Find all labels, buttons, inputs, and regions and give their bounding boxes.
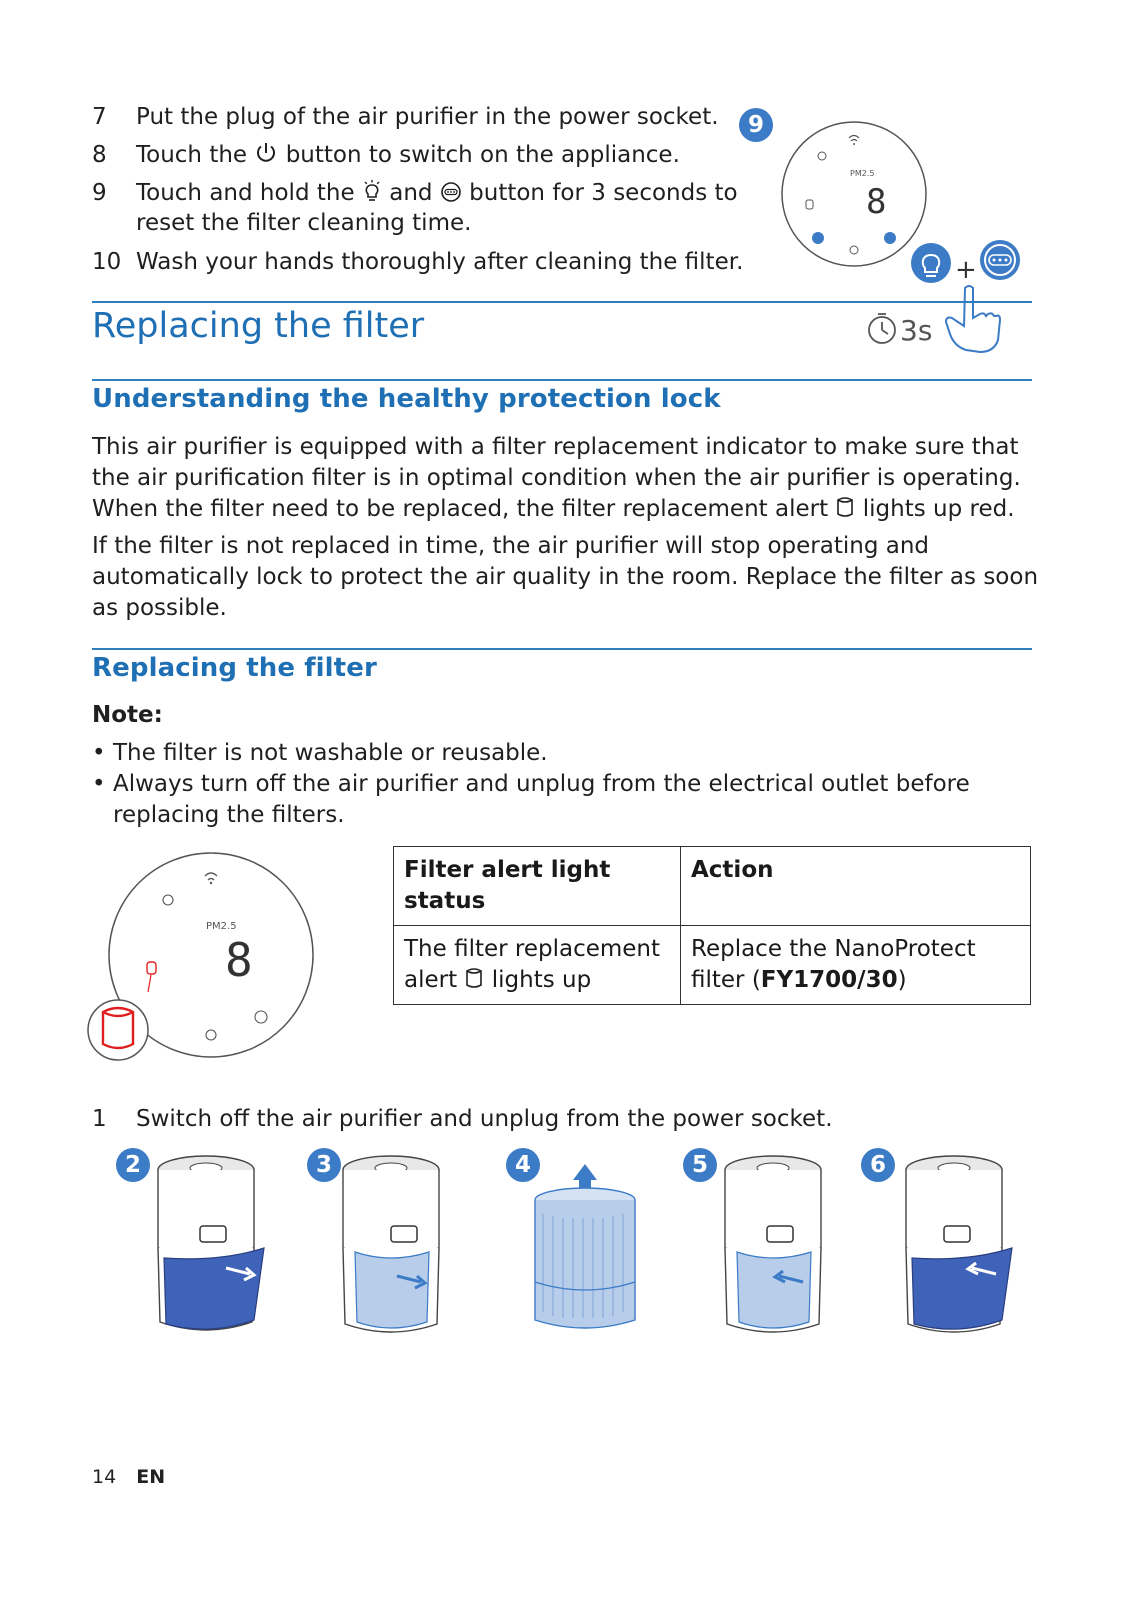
purifier-insert-filter-figure	[717, 1152, 832, 1342]
section-rule	[92, 648, 1032, 650]
digit-display: 8	[866, 182, 887, 222]
cell-text: filter (	[691, 967, 761, 993]
step-number: 7	[92, 104, 107, 130]
page-number: 14	[92, 1466, 117, 1488]
filter-alert-figure	[84, 852, 324, 1068]
bullet-text: The filter is not washable or reusable.	[113, 740, 548, 766]
cell-line: The filter replacement	[404, 936, 661, 962]
digit-display: 8	[225, 933, 253, 987]
step-number: 8	[92, 142, 107, 168]
step-text: Wash your hands thoroughly after cleaning the filter.	[136, 249, 744, 275]
cell-line	[404, 965, 670, 996]
text-segment: When the filter need to be replaced, the filter replacement alert	[92, 496, 829, 522]
step-text-before: Touch the	[136, 142, 248, 168]
bullet-dot: •	[92, 771, 106, 797]
figure-badge-2: 2	[116, 1148, 150, 1182]
text-segment: lights up red.	[862, 496, 1015, 522]
hand-icon	[946, 286, 1000, 352]
step-text-before: Touch and hold the	[136, 180, 355, 206]
step-text: Switch off the air purifier and unplug from the power socket.	[136, 1106, 833, 1132]
text-line: the air purification filter is in optimal condition when the air purifier is operating.	[92, 465, 1021, 491]
text-line: automatically lock to protect the air quality in the room. Replace the filter as soon	[92, 564, 1039, 590]
cell-text: lights up	[491, 967, 592, 993]
step-text-after: button for 3 seconds to	[469, 180, 738, 206]
bullet-text: replacing the filters.	[113, 802, 345, 828]
filter-alert-icon	[464, 966, 484, 990]
cell-text: alert	[404, 967, 458, 993]
figure-badge-5: 5	[683, 1148, 717, 1182]
step-text	[136, 178, 738, 208]
filter	[355, 1252, 429, 1328]
pm-label: PM2.5	[850, 169, 875, 178]
figure-badge-9: 9	[739, 108, 773, 142]
filter-alert-icon	[835, 495, 855, 519]
purifier-remove-filter-figure	[335, 1152, 450, 1342]
paragraph-indicator	[92, 432, 1042, 525]
step-text: Put the plug of the air purifier in the power socket.	[136, 104, 719, 130]
section-rule	[92, 379, 1032, 381]
figure-badge-3: 3	[307, 1148, 341, 1182]
power-icon	[254, 141, 278, 165]
bullet-text: Always turn off the air purifier and unplug from the electrical outlet before	[113, 771, 970, 797]
table-row	[394, 926, 1031, 1005]
control-panel-figure	[770, 118, 1040, 358]
step-number: 10	[92, 249, 122, 275]
figure-badge-6: 6	[861, 1148, 895, 1182]
filter-cover	[164, 1248, 264, 1329]
table-header-row	[394, 847, 1031, 926]
mode-icon	[884, 232, 896, 244]
step-number: 9	[92, 180, 107, 206]
note-label: Note:	[92, 702, 163, 728]
page-title: Replacing the filter	[92, 306, 425, 346]
step-number: 1	[92, 1106, 107, 1132]
bullet-dot: •	[92, 740, 106, 766]
text-line: If the filter is not replaced in time, the air purifier will stop operating and	[92, 533, 930, 559]
model-number: FY1700/30	[760, 967, 898, 993]
filter-alert-table	[393, 846, 1031, 1005]
language-code: EN	[136, 1466, 166, 1488]
cell-line	[691, 965, 1020, 996]
section-heading: Replacing the filter	[92, 653, 377, 683]
cell-line: Replace the NanoProtect	[691, 936, 976, 962]
plus-sign: +	[955, 255, 977, 285]
purifier-remove-cover-figure	[150, 1152, 275, 1342]
text-line	[92, 494, 1042, 525]
step-text-mid: and	[389, 180, 433, 206]
paragraph-lock	[92, 531, 1042, 624]
filter-lift-figure	[525, 1162, 640, 1337]
step-text-after: button to switch on the appliance.	[285, 142, 680, 168]
table-cell	[394, 926, 681, 1005]
light-bulb-icon	[812, 232, 824, 244]
mode-icon	[440, 181, 462, 203]
purifier-attach-cover-figure	[898, 1152, 1028, 1342]
step-text	[136, 140, 680, 170]
pm-label: PM2.5	[206, 921, 237, 932]
section-heading: Understanding the healthy protection lock	[92, 384, 721, 414]
step-9-line2	[136, 208, 471, 238]
cell-text: )	[897, 967, 907, 993]
timer-label: 3s	[900, 314, 933, 347]
page-footer	[92, 1466, 165, 1488]
filter	[737, 1252, 811, 1328]
filter-cover	[912, 1248, 1012, 1329]
table-header: Action	[681, 847, 1031, 926]
table-header: Filter alert light status	[394, 847, 681, 926]
title-rule	[92, 301, 1032, 303]
step-text-line2: reset the filter cleaning time.	[136, 210, 472, 236]
figure-badge-4: 4	[506, 1148, 540, 1182]
light-bulb-icon	[362, 179, 382, 203]
text-line: as possible.	[92, 595, 227, 621]
text-line: This air purifier is equipped with a filter replacement indicator to make sure that	[92, 434, 1019, 460]
table-cell	[681, 926, 1031, 1005]
filter	[535, 1200, 635, 1328]
